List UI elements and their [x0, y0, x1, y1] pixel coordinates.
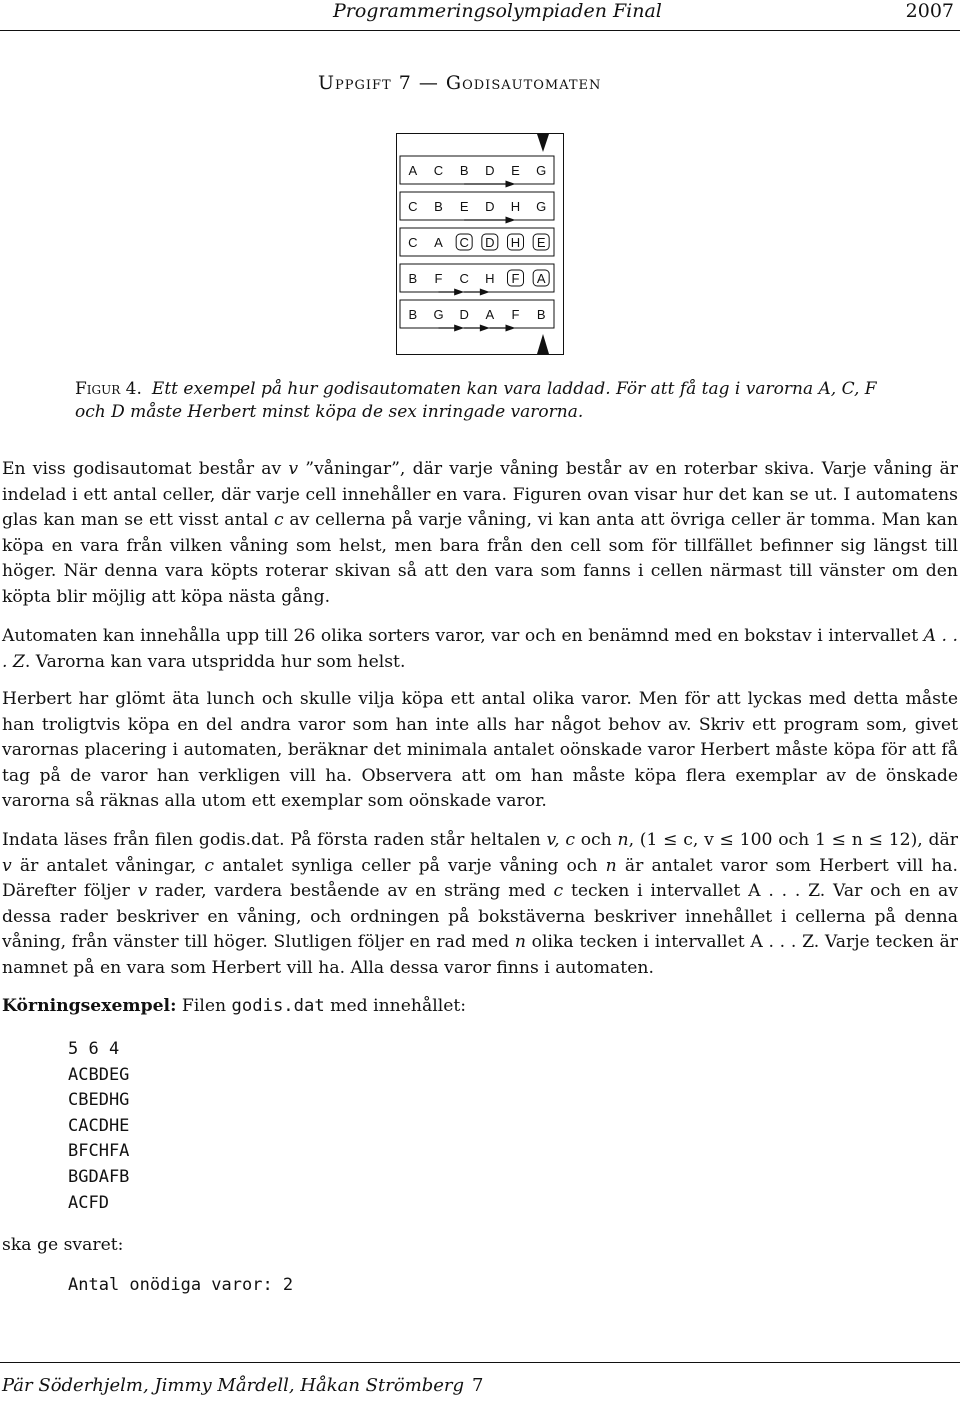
paragraph-letters	[2, 624, 958, 675]
cell-letter: C	[459, 271, 469, 286]
sample-input	[68, 1037, 129, 1216]
cell-letter: H	[510, 199, 521, 214]
task-title: Uppgift 7 — Godisautomaten	[318, 72, 602, 94]
sample-output: Antal onödiga varor: 2	[68, 1275, 294, 1295]
cell-letter: G	[536, 163, 547, 178]
cell-letter: A	[408, 163, 418, 178]
header-title: Programmeringsolympiaden Final	[333, 0, 662, 22]
p4-text-h: tecken i intervallet A . . . Z. Var och en av dessa rader beskriver en våning, och ordningen på bokstäverna beskriver innehållet i cellerna på denna våning, från vänster till höger. Slutligen följer en rad med	[2, 881, 958, 953]
cell-letter: C	[408, 199, 418, 214]
sample-line: ACFD	[68, 1192, 109, 1213]
cell-letter: B	[408, 271, 418, 286]
rotation-arrowhead	[454, 289, 464, 296]
cell-letter: C	[433, 163, 444, 178]
cell-letter: E	[536, 235, 546, 250]
cell-letter: E	[459, 199, 469, 214]
example-heading	[2, 994, 958, 1020]
footer-authors: Pär Söderhjelm, Jimmy Mårdell, Håkan Strömberg	[2, 1375, 465, 1396]
rotation-arrowhead	[480, 325, 490, 332]
p4-var-v2: v	[137, 881, 148, 902]
p1-text-d: av cellerna på varje våning, vi kan anta att övriga celler är tomma. Man kan köpa en vara från vilken våning som helst, men bara från den cell som för tillfället befinner sig längst till höger. När denna vara köpts roterar skivan så att den vara som fanns i cellen närmast till vänster om den köpta blir möjlig att köpa nästa gång.	[2, 510, 958, 607]
p4-text-g: rader, vardera bestående av en sträng med	[147, 881, 554, 902]
cell-letter: B	[459, 163, 469, 178]
cell-letter: A	[485, 307, 495, 322]
header-rule	[0, 30, 960, 31]
p4-var-n3: n	[514, 932, 526, 953]
cell-letter: D	[485, 163, 495, 178]
sample-line: BGDAFB	[68, 1166, 130, 1187]
paragraph-description	[2, 457, 958, 611]
p1-text-b: ”våningar”, där varje våning består av en roterbar skiva. Varje våning är indelad i ett antal celler, där varje cell innehåller en vara. Figuren ovan visar hur det kan se ut. I automatens glas kan man se ett visst antal	[2, 459, 958, 531]
cell-letter: B	[408, 307, 418, 322]
p2-range: A . . . Z	[2, 626, 958, 672]
p4-text-d: är antalet våningar,	[11, 855, 205, 876]
paragraph-problem: Herbert har glömt äta lunch och skulle vilja köpa ett antal olika varor. Men för att lyckas med detta måste han troligtvis köpa en del andra varor som han inte alls har något behov av. Skriv ett program som, givet varornas placering i automaten, beräknar det minimala antalet oönskade varor Herbert måste köpa för att få tag på de varor han verkligen vill ha. Observera att om han måste köpa flera exemplar av de önskade varorna så räknas alla utom ett exemplar som oönskade varor.	[2, 689, 958, 812]
p2-text-b: . Varorna kan vara utspridda hur som helst.	[24, 651, 406, 672]
cell-letter: G	[433, 307, 444, 322]
shelf-row	[400, 300, 554, 328]
rotation-arrowhead	[506, 325, 516, 332]
rotation-arrowhead	[506, 181, 516, 188]
cell-letter: C	[459, 235, 469, 250]
arrow-up-indicator	[537, 334, 549, 354]
example-text-2: med innehållet:	[330, 996, 467, 1016]
example-filename: godis.dat	[231, 996, 325, 1016]
cell-letter: D	[485, 235, 495, 250]
p4-text-f: är antalet varor som Herbert vill ha. Därefter följer	[2, 855, 958, 902]
sample-line: CBEDHG	[68, 1090, 130, 1111]
cell-letter: B	[434, 199, 443, 214]
p4-text-i: olika tecken i intervallet A . . . Z. Varje tecken är namnet på en vara som Herbert vill ha. Alla dessa varor finns i automaten.	[2, 932, 959, 978]
p4-var-c3: c	[553, 881, 564, 902]
sample-line: CACDHE	[68, 1115, 130, 1136]
cell-letter: D	[485, 199, 495, 214]
cell-letter: F	[511, 271, 520, 286]
example-text-1: Filen	[181, 996, 227, 1016]
cell-letter: H	[485, 271, 495, 286]
cell-letter: G	[536, 199, 547, 214]
shelf-row	[400, 156, 554, 184]
cell-letter: A	[434, 235, 443, 250]
caption-text: Ett exempel på hur godisautomaten kan vara laddad. För att få tag i varorna A, C, F och D måste Herbert minst köpa de sex inringade varorna.	[75, 379, 877, 422]
footer-page-number: 7	[472, 1375, 484, 1396]
p4-constraints: , (1 ≤ c, v ≤ 100 och 1 ≤ n ≤ 12), där	[628, 830, 958, 850]
p4-var-n2: n	[605, 855, 617, 876]
cell-letter: E	[511, 163, 520, 178]
rotation-arrowhead	[454, 325, 464, 332]
example-label: Körningsexempel:	[2, 996, 177, 1016]
caption-label: Figur 4.	[75, 379, 142, 399]
answer-label: ska ge svaret:	[2, 1235, 124, 1255]
p1-text-a: En viss godisautomat består av	[2, 459, 289, 479]
shelf-row	[400, 192, 554, 220]
vending-machine-figure	[396, 128, 564, 356]
footer-rule	[0, 1362, 960, 1363]
cell-letter: D	[459, 307, 469, 322]
sample-line: BFCHFA	[68, 1141, 130, 1162]
cell-letter: H	[510, 235, 521, 250]
cell-letter: A	[536, 271, 546, 286]
p2-text-a: Automaten kan innehålla upp till 26 olika sorters varor, var och en benämnd med en bokstav i intervallet	[2, 626, 924, 646]
paragraph-input	[2, 828, 958, 982]
p4-var-n: n	[617, 830, 629, 850]
p4-text-e: antalet synliga celler på varje våning och	[214, 855, 606, 876]
arrow-down-indicator	[537, 134, 549, 152]
header-year: 2007	[905, 0, 954, 22]
cell-letter: C	[408, 235, 418, 250]
shelves	[400, 156, 554, 332]
p4-var-v: v	[2, 855, 12, 876]
sample-line: ACBDEG	[68, 1064, 130, 1085]
cell-letter: F	[511, 307, 520, 322]
cell-letter: B	[536, 307, 546, 322]
p4-text-a: Indata läses från filen godis.dat. På första raden står heltalen	[2, 830, 547, 850]
shelf-row	[400, 264, 554, 292]
sample-line: 5 6 4	[68, 1039, 120, 1059]
rotation-arrowhead	[480, 289, 490, 296]
p4-vars-vc: v, c	[546, 830, 575, 850]
cell-letter: F	[434, 271, 443, 286]
p4-var-c: c	[204, 855, 215, 876]
shelf-row	[400, 228, 554, 256]
p1-var-v: v	[288, 459, 299, 479]
figure-caption	[75, 378, 905, 424]
p4-text-b: och	[574, 830, 618, 850]
rotation-arrowhead	[506, 217, 516, 224]
p1-var-c: c	[274, 510, 284, 531]
